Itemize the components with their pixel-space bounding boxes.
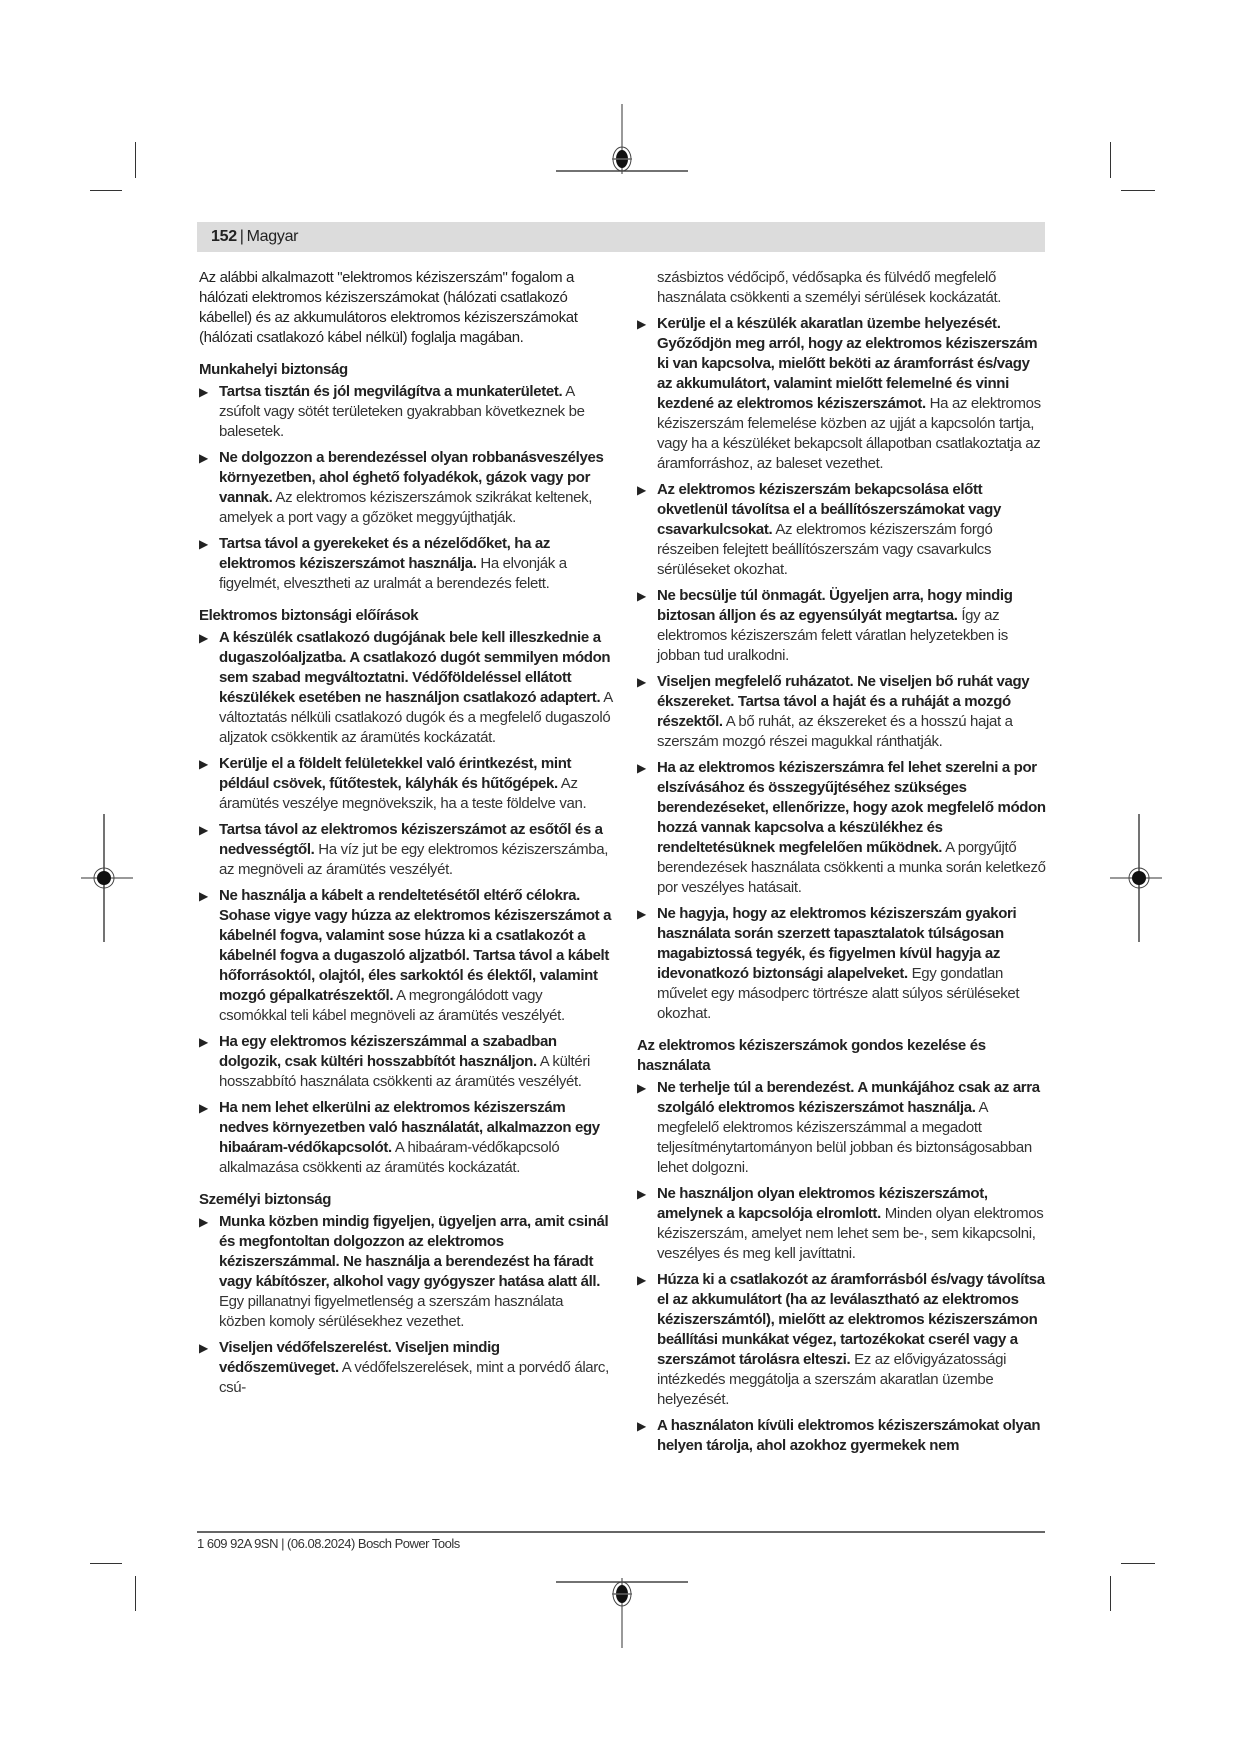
bullet-triangle-icon: ▶ xyxy=(637,589,646,603)
left-column xyxy=(199,268,613,1404)
item-text: Minden olyan elektromos kéziszerszám, amelyet nem lehet sem be-, sem kikapcsolni, veszélyes és meg kell javíttatni. xyxy=(657,1205,1044,1262)
safety-bullet-item xyxy=(199,382,613,442)
registration-crosshair-icon xyxy=(556,1578,688,1648)
item-lead-bold: Kerülje el a készülék akaratlan üzembe helyezését. Győződjön meg arról, hogy az elektromos kéziszerszám ki van kapcsolva, mielőtt beköti az áramforrást és/vagy az akkumulátort, valamint mielőtt felemelné és vinni kezdené az elektromos kéziszerszámot. xyxy=(657,315,1038,412)
bullet-triangle-icon: ▶ xyxy=(637,1419,646,1433)
item-lead-bold: Munka közben mindig figyeljen, ügyeljen arra, amit csinál és megfontoltan dolgozzon az elektromos kéziszerszámmal. Ne használja a berendezést ha fáradt vagy kábítószer, alkohol vagy gyógyszer hatása alatt áll. xyxy=(219,1213,609,1290)
continuation-paragraph: szásbiztos védőcipő, védősapka és fülvédő megfelelő használata csökkenti a személyi sérülések kockázatát. xyxy=(657,269,1002,306)
header-language: Magyar xyxy=(246,228,299,245)
safety-bullet-item xyxy=(199,820,613,880)
safety-bullet-item xyxy=(637,904,1047,1024)
safety-bullet-item xyxy=(637,758,1047,898)
item-text: A kültéri hosszabbító használata csökkenti az áramütés veszélyét. xyxy=(219,1053,590,1090)
section-heading: Munkahelyi biztonság xyxy=(199,361,348,378)
item-text: Az elektromos kéziszerszám forgó részeiben felejtett beállítószerszám vagy csavarkulcs sérüléseket okozhat. xyxy=(657,521,993,578)
bullet-triangle-icon: ▶ xyxy=(637,483,646,497)
crop-mark xyxy=(1121,190,1155,191)
item-lead-bold: Tartsa tisztán és jól megvilágítva a munkaterületet. xyxy=(219,383,563,400)
crop-mark xyxy=(90,190,122,191)
bullet-triangle-icon: ▶ xyxy=(199,823,208,837)
bullet-triangle-icon: ▶ xyxy=(199,451,208,465)
item-text: A változtatás nélküli csatlakozó dugók és a megfelelő dugaszoló aljzatok csökkentik az áramütés kockázatát. xyxy=(219,689,613,746)
safety-bullet-item xyxy=(199,628,613,748)
item-lead-bold: Tartsa távol a gyerekeket és a nézelődőket, ha az elektromos kéziszerszámot használja. xyxy=(219,535,551,572)
header-separator: | xyxy=(239,228,244,245)
bullet-triangle-icon: ▶ xyxy=(199,889,208,903)
bullet-triangle-icon: ▶ xyxy=(637,1273,646,1287)
item-lead-bold: Ne becsülje túl önmagát. Ügyeljen arra, hogy mindig biztosan álljon és az egyensúlyát megtartsa. xyxy=(657,587,1013,624)
item-lead-bold: Kerülje el a földelt felületekkel való érintkezést, mint például csövek, fűtőtestek, kályhák és hűtőgépek. xyxy=(219,755,572,792)
item-lead-bold: Ne használja a kábelt a rendeltetésétől eltérő célokra. Sohase vigye vagy húzza az elektromos kéziszerszámot a kábelnél fogva, valamint sose húzza ki a csatlakozót a kábelnél fogva a dugaszoló aljzatból. Tartsa távol a kábelt hőforrásoktól, olajtól, éles sarkoktól és élektől, valamint mozgó gépalkatrészektől. xyxy=(219,887,612,1004)
safety-bullet-item xyxy=(199,1098,613,1178)
item-lead-bold: Húzza ki a csatlakozót az áramforrásból és/vagy távolítsa el az akkumulátort (ha az leválasztható az elektromos kéziszerszámtól), mielőtt az elektromos kéziszerszámon beállítási munkákat végez, tartozékokat cserél vagy a szerszámot tárolásra elteszi. xyxy=(657,1271,1045,1368)
intro-paragraph: Az alábbi alkalmazott "elektromos kéziszerszám" fogalom a hálózati elektromos kéziszerszámokat (hálózati csatlakozó kábellel) és az akkumulátoros elektromos kéziszerszámokat (hálózati csatlakozó kábel nélkül) foglalja magában. xyxy=(199,269,578,346)
bullet-triangle-icon: ▶ xyxy=(637,317,646,331)
registration-crosshair-icon xyxy=(1110,814,1162,942)
item-text: Egy gondatlan művelet egy másodperc törtrésze alatt súlyos sérüléseket okozhat. xyxy=(657,965,1020,1022)
safety-bullet-item xyxy=(637,314,1047,474)
safety-bullet-item xyxy=(637,586,1047,666)
section-heading: Elektromos biztonsági előírások xyxy=(199,607,419,624)
safety-bullet-item xyxy=(199,448,613,528)
safety-bullet-item xyxy=(199,1338,613,1398)
item-text: A porgyűjtő berendezések használata csökkenti a munka során keletkező por veszélyes hatásait. xyxy=(657,839,1046,896)
item-lead-bold: Ha egy elektromos kéziszerszámmal a szabadban dolgozik, csak kültéri hosszabbítót használjon. xyxy=(219,1033,557,1070)
registration-crosshair-icon xyxy=(81,814,133,942)
right-column xyxy=(637,268,1047,1462)
item-lead-bold: Ne terhelje túl a berendezést. A munkájához csak az arra szolgáló elektromos kéziszerszámot használja. xyxy=(657,1079,1040,1116)
item-text: Ha az elektromos kéziszerszám felemelése közben az ujját a kapcsolón tartja, vagy ha a készüléket bekapcsolt állapotban csatlakoztatja az áramforráshoz, az baleset vezethet. xyxy=(657,395,1041,472)
bullet-triangle-icon: ▶ xyxy=(199,631,208,645)
item-lead-bold: Viseljen védőfelszerelést. Viseljen mindig védőszemüveget. xyxy=(219,1339,500,1376)
item-lead-bold: Ha nem lehet elkerülni az elektromos kéziszerszám nedves környezetben való használatát, alkalmazzon egy hibaáram-védőkapcsolót. xyxy=(219,1099,600,1156)
crop-mark xyxy=(135,142,136,178)
footer-text: 1 609 92A 9SN | (06.08.2024) Bosch Power Tools xyxy=(197,1536,460,1551)
item-text: Így az elektromos kéziszerszám felett váratlan helyzetekben is jobban tud uralkodni. xyxy=(657,607,1008,664)
item-lead-bold: A használaton kívüli elektromos kéziszerszámokat olyan helyen tárolja, ahol azokhoz gyermekek nem xyxy=(657,1417,1041,1454)
bullet-triangle-icon: ▶ xyxy=(637,1081,646,1095)
item-lead-bold: Viseljen megfelelő ruházatot. Ne viseljen bő ruhát vagy ékszereket. Tartsa távol a haját és a ruháját a mozgó részektől. xyxy=(657,673,1030,730)
bullet-triangle-icon: ▶ xyxy=(199,1215,208,1229)
bullet-triangle-icon: ▶ xyxy=(199,1101,208,1115)
safety-bullet-item xyxy=(637,1416,1047,1456)
bullet-triangle-icon: ▶ xyxy=(199,1035,208,1049)
safety-bullet-item xyxy=(637,480,1047,580)
item-text: Az elektromos kéziszerszámok szikrákat keltenek, amelyek a port vagy a gőzöket meggyújthatják. xyxy=(219,489,593,526)
bullet-triangle-icon: ▶ xyxy=(199,385,208,399)
item-text: A bő ruhát, az ékszereket és a hosszú hajat a szerszám mozgó részei magukkal ránthatják. xyxy=(657,713,1013,750)
crop-mark xyxy=(1121,1563,1155,1564)
crop-mark xyxy=(1110,142,1111,178)
item-text: Az áramütés veszélye megnövekszik, ha a teste földelve van. xyxy=(219,775,587,812)
bullet-triangle-icon: ▶ xyxy=(637,907,646,921)
safety-bullet-item xyxy=(637,1078,1047,1178)
item-lead-bold: Ha az elektromos kéziszerszámra fel lehet szerelni a por elszívásához és összegyűjtéséhez szükséges berendezéseket, ellenőrizze, hogy azok megfelelő módon hozzá vannak kapcsolva a készülékhez és rendeltetésüknek megfelelően működnek. xyxy=(657,759,1046,856)
item-text: Ha elvonják a figyelmét, elvesztheti az uralmát a berendezés felett. xyxy=(219,555,567,592)
safety-bullet-item xyxy=(637,1184,1047,1264)
item-text: Ez az elővigyázatossági intézkedés meggátolja a szerszám akaratlan üzembe helyezését. xyxy=(657,1351,1007,1408)
bullet-triangle-icon: ▶ xyxy=(637,1187,646,1201)
crop-mark xyxy=(1110,1576,1111,1611)
item-lead-bold: Tartsa távol az elektromos kéziszerszámot az esőtől és a nedvességtől. xyxy=(219,821,603,858)
crop-mark xyxy=(90,1563,122,1564)
registration-crosshair-icon xyxy=(556,104,688,176)
item-lead-bold: Az elektromos kéziszerszám bekapcsolása előtt okvetlenül távolítsa el a beállítószerszámokat vagy csavarkulcsokat. xyxy=(657,481,1001,538)
bullet-triangle-icon: ▶ xyxy=(199,537,208,551)
item-lead-bold: Ne dolgozzon a berendezéssel olyan robbanásveszélyes környezetben, ahol éghető folyadékok, gázok vagy por vannak. xyxy=(219,449,604,506)
safety-bullet-item xyxy=(637,1270,1047,1410)
item-text: Ha víz jut be egy elektromos kéziszerszámba, az megnöveli az áramütés veszélyét. xyxy=(219,841,609,878)
crop-mark xyxy=(135,1576,136,1611)
item-lead-bold: A készülék csatlakozó dugójának bele kell illeszkednie a dugaszolóaljzatba. A csatlakozó dugót semmilyen módon sem szabad megváltoztatni. Védőföldeléssel ellátott készülékek esetében ne használjon csatlakozó adaptert. xyxy=(219,629,611,706)
safety-bullet-item xyxy=(637,672,1047,752)
safety-bullet-item xyxy=(199,534,613,594)
page-number: 152 xyxy=(211,228,237,245)
bullet-triangle-icon: ▶ xyxy=(637,675,646,689)
item-text: A hibaáram-védőkapcsoló alkalmazása csökkenti az áramütés kockázatát. xyxy=(219,1139,560,1176)
section-heading: Az elektromos kéziszerszámok gondos kezelése és használata xyxy=(637,1037,986,1074)
section-heading: Személyi biztonság xyxy=(199,1191,332,1208)
safety-bullet-item xyxy=(199,1032,613,1092)
safety-bullet-item xyxy=(199,754,613,814)
safety-bullet-item xyxy=(199,1212,613,1332)
item-text: A zsúfolt vagy sötét területeken gyakrabban következnek be balesetek. xyxy=(219,383,585,440)
bullet-triangle-icon: ▶ xyxy=(637,761,646,775)
item-text: Egy pillanatnyi figyelmetlenség a szerszám használata közben komoly sérülésekhez vezethet. xyxy=(219,1293,564,1330)
bullet-triangle-icon: ▶ xyxy=(199,1341,208,1355)
safety-bullet-item xyxy=(199,886,613,1026)
item-lead-bold: Ne használjon olyan elektromos kéziszerszámot, amelynek a kapcsolója elromlott. xyxy=(657,1185,988,1222)
bullet-triangle-icon: ▶ xyxy=(199,757,208,771)
footer-divider xyxy=(197,1531,1045,1533)
item-text: A védőfelszerelések, mint a porvédő álarc, csú- xyxy=(219,1359,609,1396)
item-text: A megfelelő elektromos kéziszerszámmal a megadott teljesítménytartományon belül jobban és biztonságosabban lehet dolgozni. xyxy=(657,1099,1032,1176)
item-text: A megrongálódott vagy csomókkal teli kábel megnöveli az áramütés veszélyét. xyxy=(219,987,565,1024)
item-lead-bold: Ne hagyja, hogy az elektromos kéziszerszám gyakori használata során szerzett tapasztalatok túlságosan magabiztossá tegyék, és figyelmen kívül hagyja az idevonatkozó biztonsági alapelveket. xyxy=(657,905,1017,982)
page-header xyxy=(197,222,1045,252)
